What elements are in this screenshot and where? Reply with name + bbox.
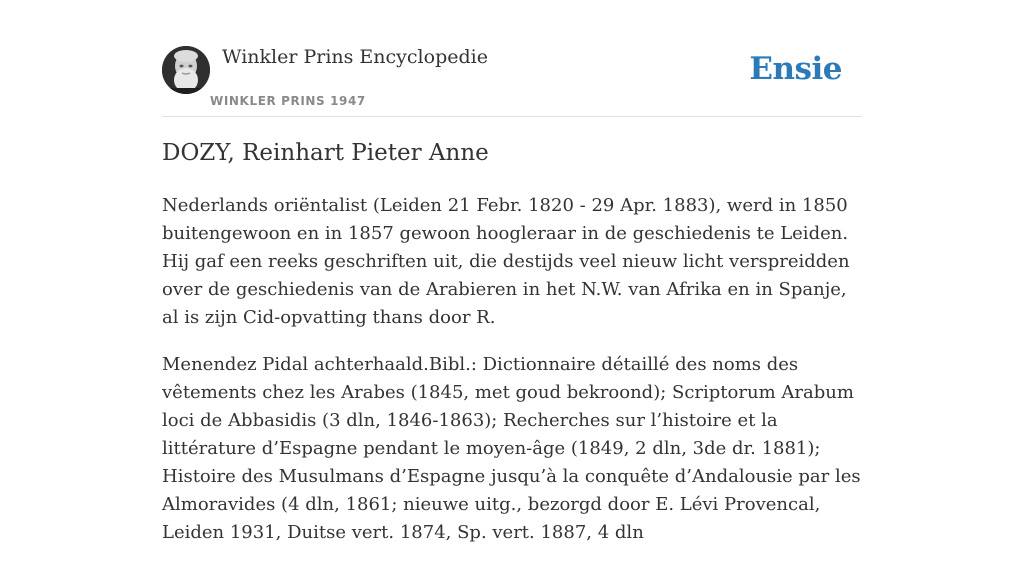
article-paragraph: Menendez Pidal achterhaald.Bibl.: Dictionnaire détaillé des noms des vêtements chez les Arabes (1845, met goud bekroond); Scriptorum Arabum loci de Abbasidis (3 dln, 1846-1863); Recherches sur l’histoire et la littérature d’Espagne pendant le moyen-âge (1849, 2 dln, 3de dr. 1881); Histoire des Musulmans d’Espagne jusqu’à la conquête d’Andalousie par les Almoravides (4 dln, 1861; nieuwe uitg., bezorgd door E. Lévi Provencal, Leiden 1931, Duitse vert. 1874, Sp. vert. 1887, 4 dln	[162, 354, 861, 543]
site-header	[162, 0, 862, 117]
author-avatar[interactable]	[162, 46, 210, 94]
site-title[interactable]: Winkler Prins Encyclopedie	[222, 46, 488, 68]
bearded-man-portrait-icon	[162, 46, 210, 94]
article-body	[162, 192, 862, 566]
article-paragraph: Nederlands oriëntalist (Leiden 21 Febr. 1820 - 29 Apr. 1883), werd in 1850 buitengewoon en in 1857 gewoon hoogleraar in de geschiedenis te Leiden. Hij gaf een reeks geschriften uit, die destijds veel nieuw licht verspreidden over de geschiedenis van de Arabieren in het N.W. van Afrika en in Spanje, al is zijn Cid-opvatting thans door R.	[162, 195, 850, 328]
article-title: DOZY, Reinhart Pieter Anne	[162, 140, 489, 166]
collection-label[interactable]: WINKLER PRINS 1947	[210, 94, 366, 108]
brand-logo[interactable]: Ensie	[749, 51, 842, 87]
